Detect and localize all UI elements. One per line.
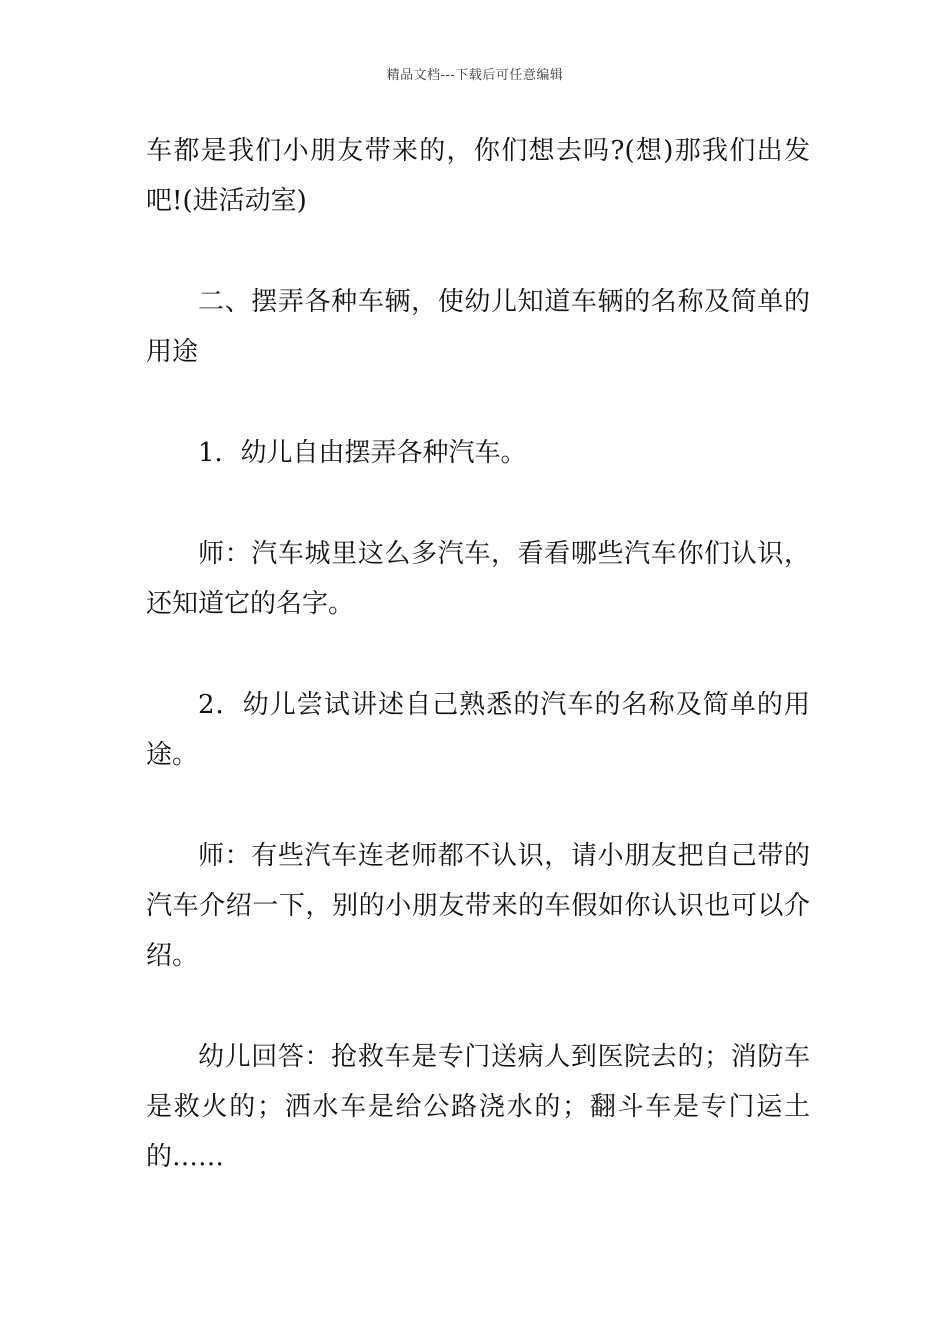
paragraph-children-answer: 幼儿回答：抢救车是专门送病人到医院去的；消防车是救火的；洒水车是给公路浇水的；翻斗车是专门运土的…… — [146, 1042, 810, 1172]
paragraph-teacher-question: 师：汽车城里这么多汽车，看看哪些汽车你们认识，还知道它的名字。 — [146, 539, 810, 619]
paragraph-step-one: 1．幼儿自由摆弄各种汽车。 — [198, 438, 527, 468]
paragraph-section-two-heading: 二、摆弄各种车辆，使幼儿知道车辆的名称及简单的用途 — [146, 287, 810, 367]
page-header: 精品文档---下载后可任意编辑 — [386, 68, 564, 83]
document-body — [146, 126, 810, 1233]
paragraph-step-two: 2．幼儿尝试讲述自己熟悉的汽车的名称及简单的用途。 — [146, 690, 810, 770]
paragraph-continuation: 车都是我们小朋友带来的，你们想去吗?(想)那我们出发吧!(进活动室) — [146, 136, 810, 216]
paragraph-teacher-request: 师：有些汽车连老师都不认识，请小朋友把自己带的汽车介绍一下，别的小朋友带来的车假如你认识也可以介绍。 — [146, 841, 810, 971]
